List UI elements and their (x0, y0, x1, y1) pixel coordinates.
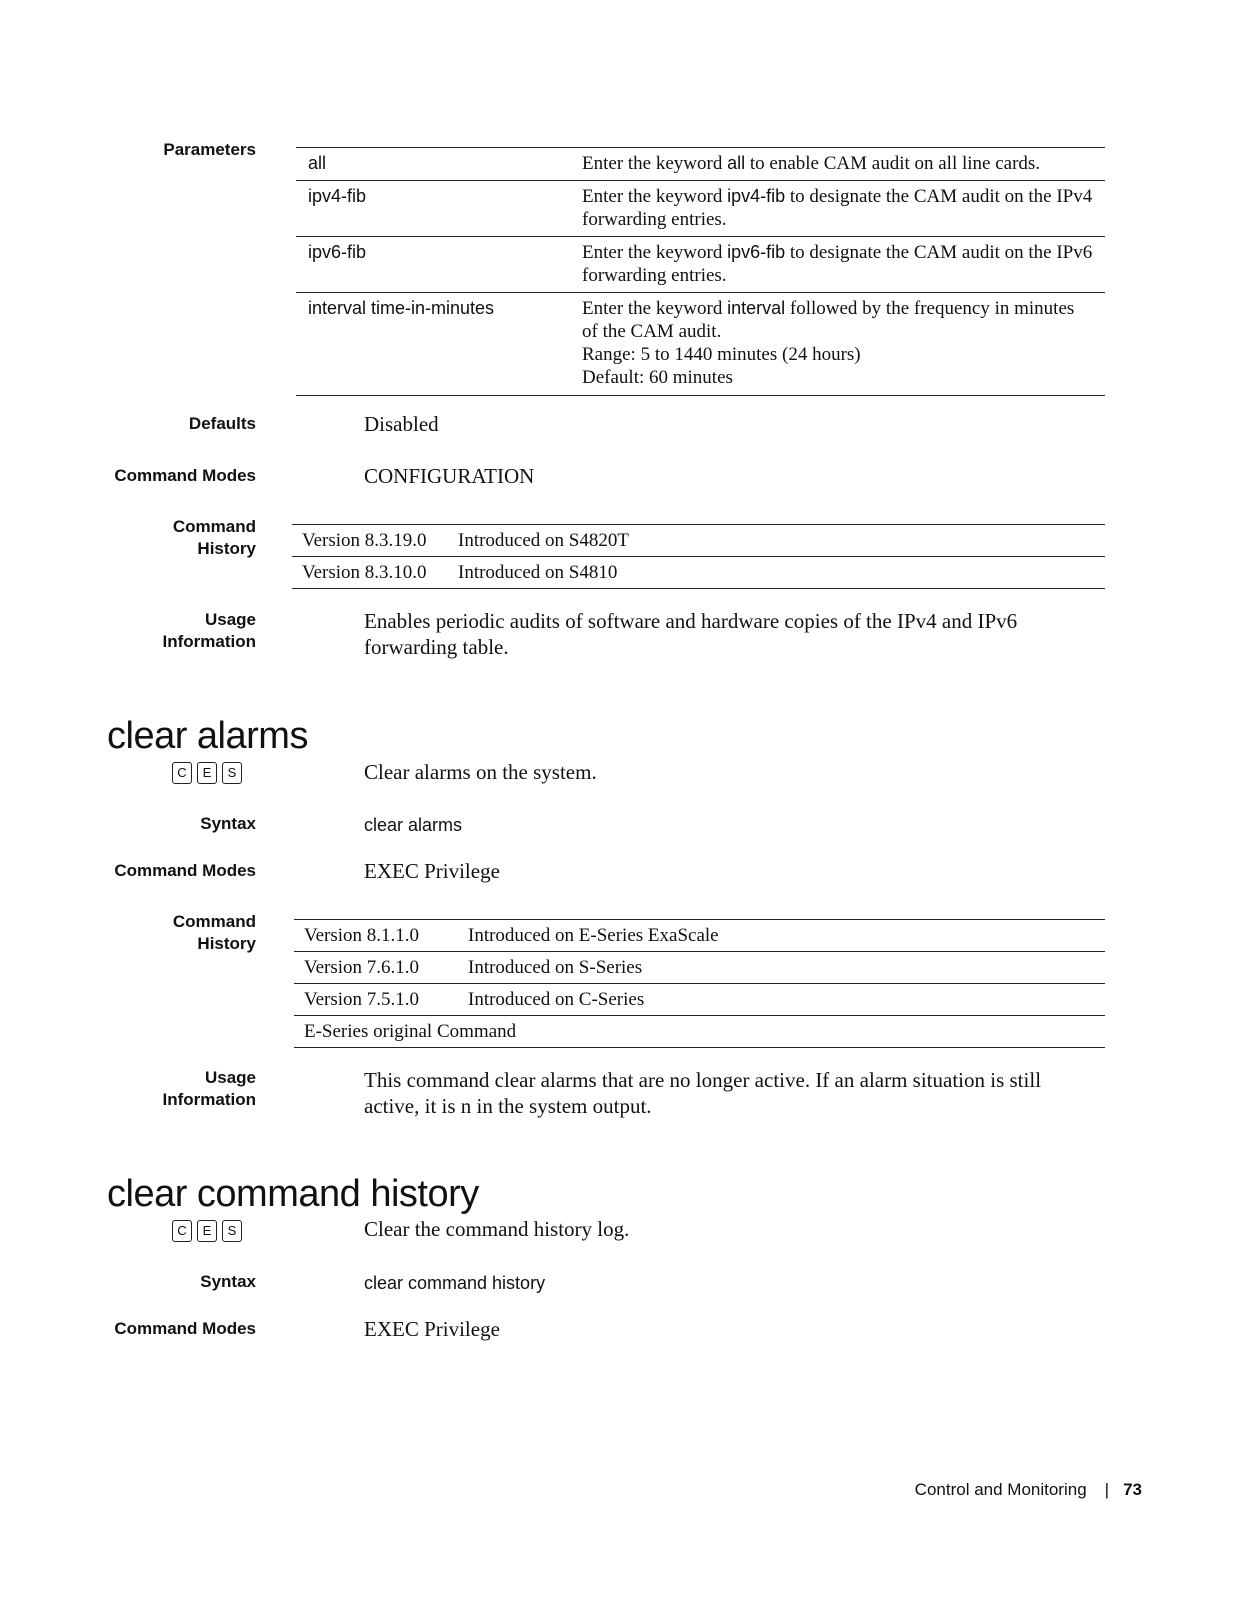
command-modes-value: EXEC Privilege (364, 1317, 500, 1341)
command-history-label: Command History (172, 517, 256, 558)
defaults-label: Defaults (188, 414, 256, 433)
syntax-label: Syntax (200, 814, 256, 833)
history-note: E-Series original Command (294, 1016, 1105, 1048)
table-row (294, 1016, 1105, 1048)
command-description: Clear the command history log. (364, 1217, 630, 1241)
command-modes-label: Command Modes (114, 861, 256, 880)
history-desc: Introduced on E-Series ExaScale (468, 925, 719, 946)
table-row (296, 293, 1105, 396)
table-row (296, 181, 1105, 237)
parameters-table (296, 147, 1105, 396)
history-version: Version 8.3.19.0 (302, 530, 427, 551)
parameters-label: Parameters (163, 140, 256, 159)
command-modes-label: Command Modes (114, 466, 256, 485)
platform-s-icon: S (222, 1220, 242, 1242)
param-desc: Enter the keyword ipv6-fib to designate the CAM audit on the IPv6 forwarding entries. (570, 237, 1105, 293)
usage-information-label: Usage Information (162, 1068, 256, 1109)
syntax-label: Syntax (200, 1272, 256, 1291)
command-history-table (292, 524, 1105, 589)
param-key: all (308, 153, 327, 173)
usage-information-label: Usage Information (162, 610, 256, 651)
param-desc: Enter the keyword ipv4-fib to designate the CAM audit on the IPv4 forwarding entries. (570, 181, 1105, 237)
param-key: interval time-in-minutes (296, 293, 570, 396)
platform-c-icon: C (172, 1220, 192, 1242)
platform-e-icon: E (197, 1220, 217, 1242)
param-desc: Enter the keyword interval followed by the frequency in minutes of the CAM audit. Range: 5 to 1440 minutes (24 hours) Default: 60 minutes (570, 293, 1105, 396)
footer-separator: | (1104, 1480, 1110, 1499)
command-modes-value: CONFIGURATION (364, 464, 535, 488)
command-description: Clear alarms on the system. (364, 760, 597, 784)
command-modes-label: Command Modes (114, 1319, 256, 1338)
param-key: ipv6-fib (296, 237, 570, 293)
param-key: ipv4-fib (296, 181, 570, 237)
platform-badges (172, 762, 242, 784)
table-row (292, 557, 1105, 589)
page-footer (915, 1480, 1142, 1500)
syntax-value: clear alarms (364, 815, 463, 835)
history-version: Version 8.3.10.0 (292, 557, 448, 589)
table-row (296, 237, 1105, 293)
defaults-value: Disabled (364, 412, 439, 436)
platform-c-icon: C (172, 762, 192, 784)
page-number: 73 (1123, 1480, 1142, 1499)
table-row (292, 525, 1105, 557)
history-desc: Introduced on C-Series (458, 984, 1105, 1016)
platform-s-icon: S (222, 762, 242, 784)
platform-badges (172, 1220, 242, 1242)
history-version: Version 7.6.1.0 (294, 952, 458, 984)
command-modes-value: EXEC Privilege (364, 859, 500, 883)
history-version: Version 8.1.1.0 (304, 925, 420, 946)
command-history-label: Command History (172, 912, 256, 953)
usage-information-text: This command clear alarms that are no longer active. If an alarm situation is still active, it is n in the system output. (364, 1068, 1042, 1118)
history-version: Version 7.5.1.0 (294, 984, 458, 1016)
section-title-clear-command-history: clear command history (107, 1173, 479, 1215)
table-row (294, 984, 1105, 1016)
syntax-value: clear command history (364, 1273, 546, 1293)
platform-e-icon: E (197, 762, 217, 784)
command-history-table (294, 919, 1105, 1048)
param-desc: Enter the keyword all to enable CAM audit on all line cards. (582, 153, 1041, 174)
table-row (294, 920, 1105, 952)
usage-information-text: Enables periodic audits of software and hardware copies of the IPv4 and IPv6 forwarding table. (364, 609, 1018, 659)
table-row (296, 148, 1105, 181)
table-row (294, 952, 1105, 984)
history-desc: Introduced on S-Series (458, 952, 1105, 984)
footer-section: Control and Monitoring (914, 1480, 1087, 1499)
history-desc: Introduced on S4820T (458, 530, 629, 551)
history-desc: Introduced on S4810 (448, 557, 1105, 589)
section-title-clear-alarms: clear alarms (107, 715, 308, 757)
